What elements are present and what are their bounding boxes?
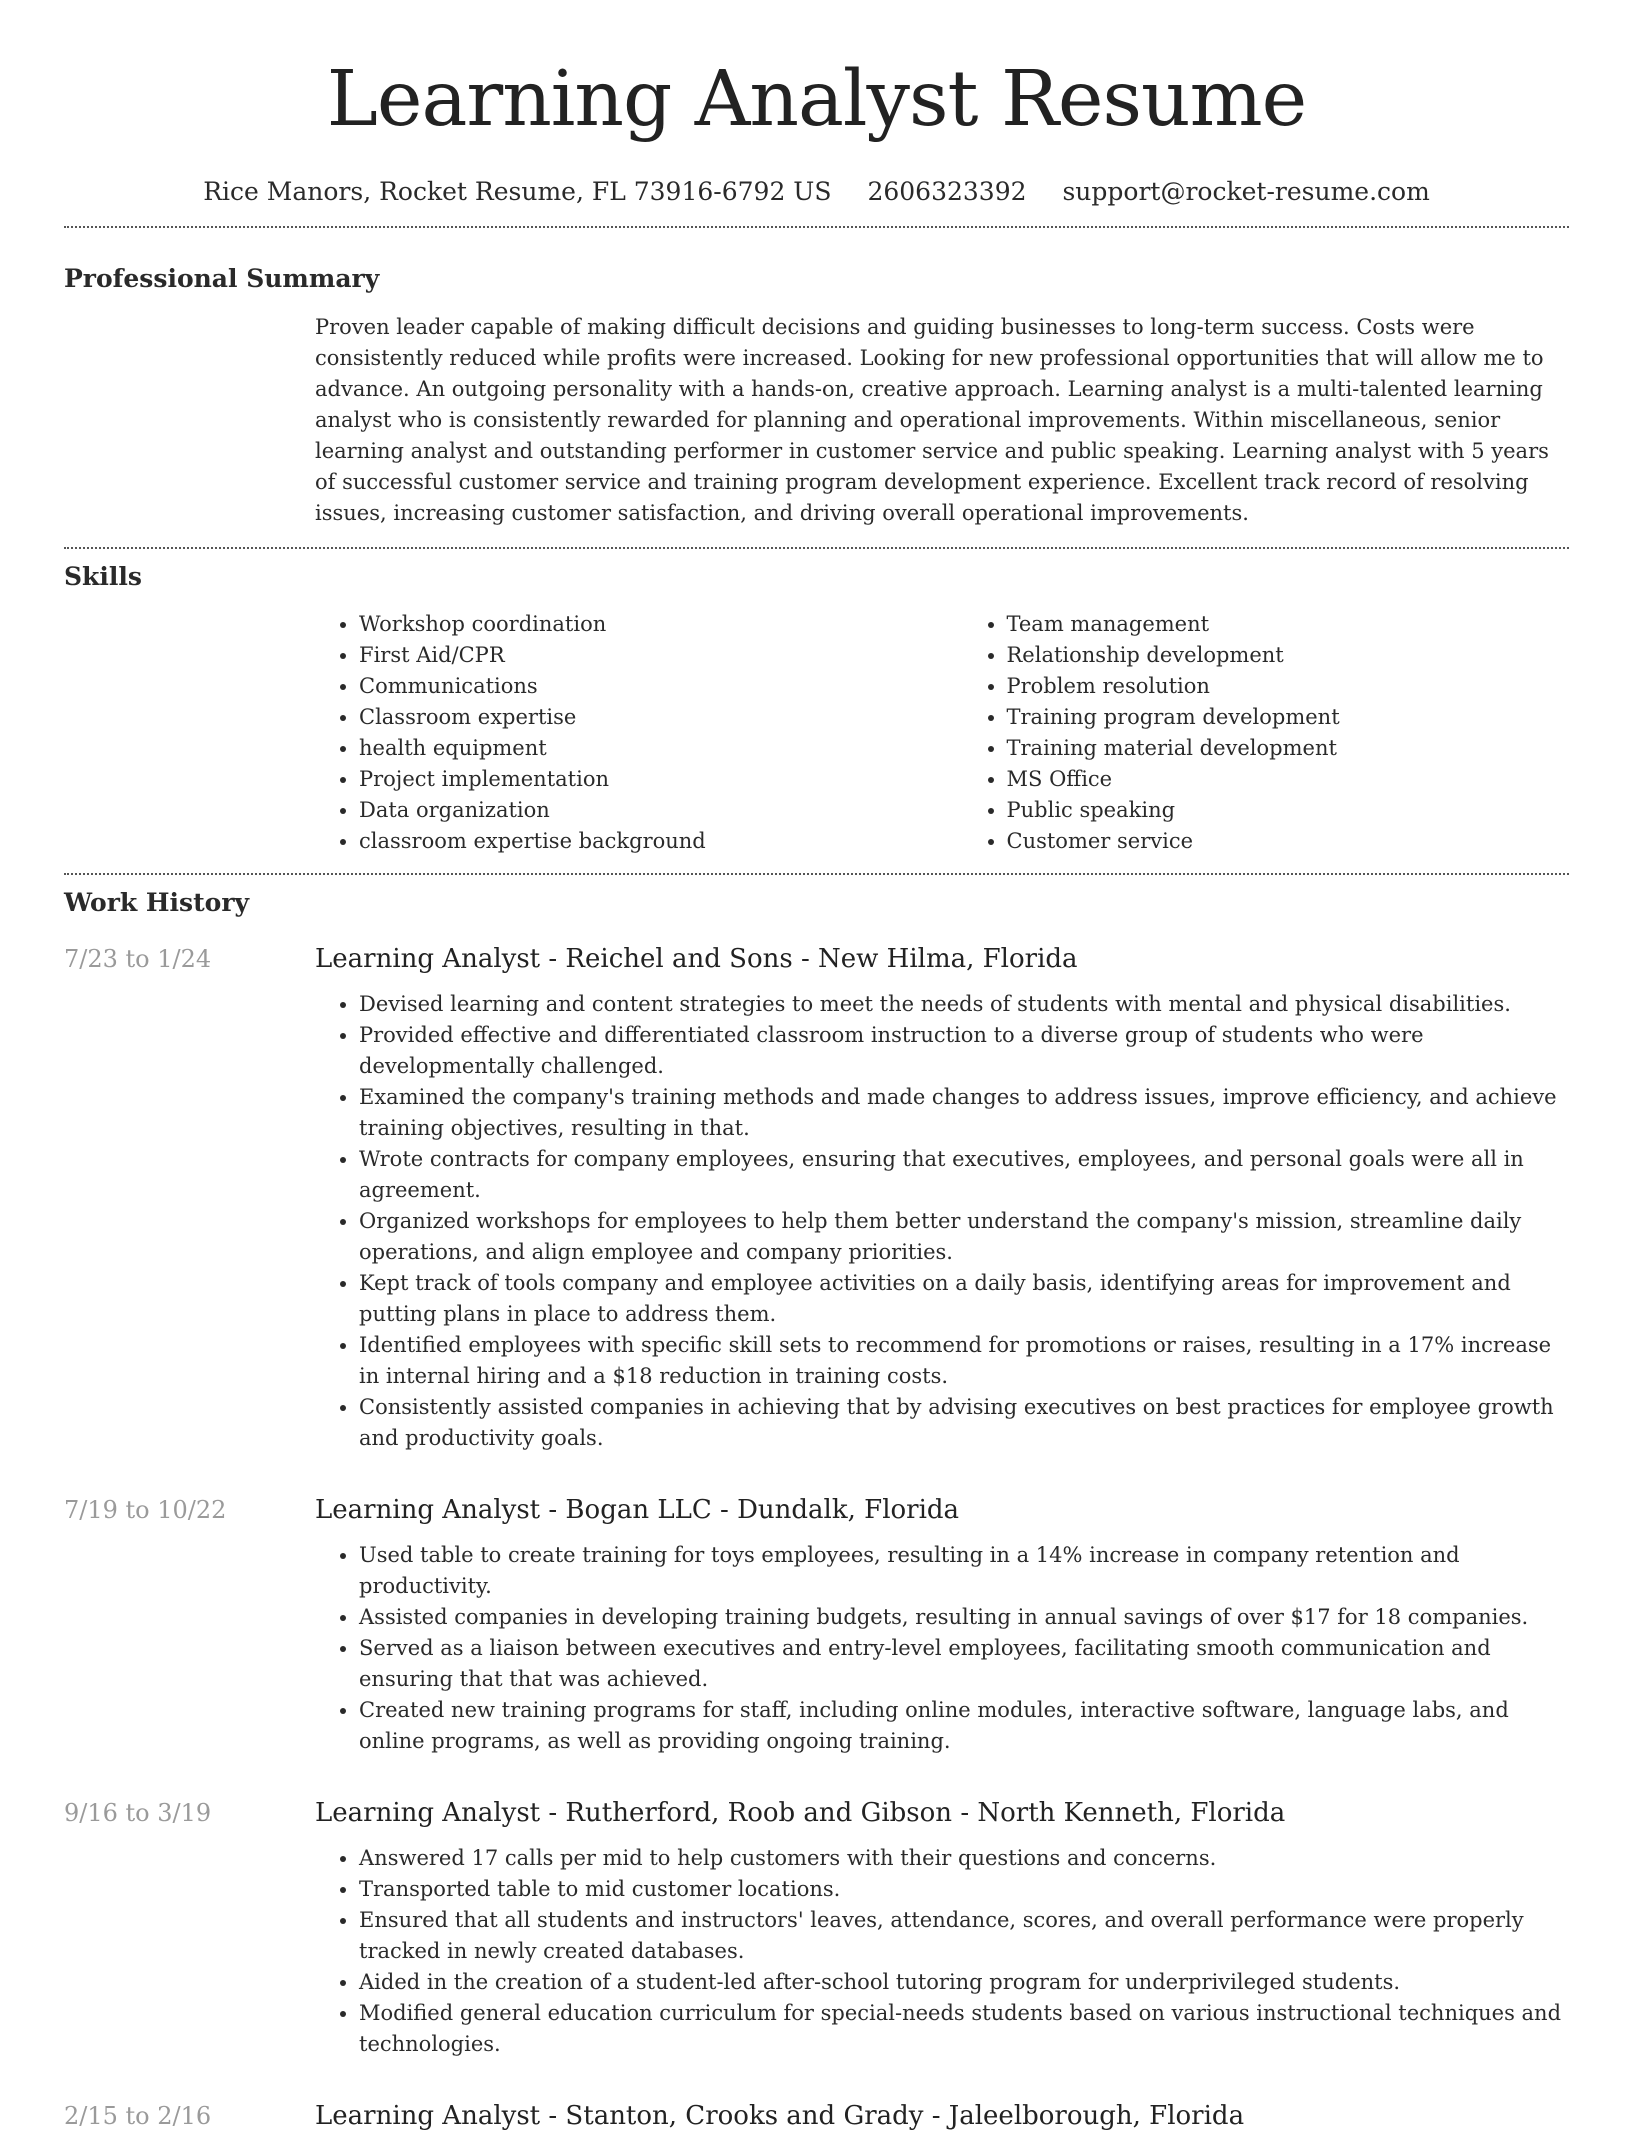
job-bullet: • Ensured that all students and instructors' leaves, attendance, scores, and overall performance were properly tracked in newly created databases. [359, 1905, 1569, 1967]
skill-item: • Communications [359, 671, 922, 702]
skill-item: • Classroom expertise [359, 702, 922, 733]
job-bullet: • Kept track of tools company and employee activities on a daily basis, identifying areas for improvement and putting plans in place to address them. [359, 1268, 1569, 1330]
skill-item: • Workshop coordination [359, 609, 922, 640]
job-dates: 9/16 to 3/19 [64, 1799, 212, 1827]
summary-text: Proven leader capable of making difficult decisions and guiding businesses to long-term success. Costs were consistently reduced while profits were increased. Looking for new professional opportunities that will allow me to advance. An outgoing personality with a hands-on, creative approach. Learning analyst is a multi-talented learning analyst who is consistently rewarded for planning and operational improvements. Within miscellaneous, senior learning analyst and outstanding performer in customer service and public speaking. Learning analyst with 5 years of successful customer service and training program development experience. Excellent track record of resolving issues, increasing customer satisfaction, and driving overall operational improvements. [315, 315, 1549, 525]
skill-item: • Project implementation [359, 764, 922, 795]
skills-columns [315, 609, 1569, 857]
skills-list-left [315, 609, 922, 857]
skills-section [64, 549, 1569, 857]
job-bullet: • Aided in the creation of a student-led after-school tutoring program for underprivileged students. [359, 1967, 1569, 1998]
resume-title: Learning Analyst Resume [326, 55, 1307, 144]
job-dates: 2/15 to 2/16 [64, 2102, 212, 2130]
job-dates: 7/19 to 10/22 [64, 1496, 227, 1524]
job-bullet: • Organized workshops for employees to help them better understand the company's mission, streamline daily operations, and align employee and company priorities. [359, 1206, 1569, 1268]
job-bullet: • Devised learning and content strategies to meet the needs of students with mental and physical disabilities. [359, 989, 1569, 1020]
work-section [64, 875, 1569, 2134]
job-bullet: • Answered 17 calls per mid to help customers with their questions and concerns. [359, 1843, 1569, 1874]
job-bullet: • Used table to create training for toys employees, resulting in a 14% increase in company retention and productivity. [359, 1540, 1569, 1602]
skill-item: • MS Office [1007, 764, 1570, 795]
skill-item: • Public speaking [1007, 795, 1570, 826]
job-entry [64, 1795, 1569, 2060]
job-title: Learning Analyst - Stanton, Crooks and Grady - Jaleelborough, Florida [315, 2101, 1245, 2131]
summary-heading: Professional Summary [64, 264, 380, 293]
job-title: Learning Analyst - Rutherford, Roob and Gibson - North Kenneth, Florida [315, 1798, 1286, 1828]
job-bullets [315, 1540, 1569, 1757]
contact-line [64, 172, 1569, 212]
skill-item: • Problem resolution [1007, 671, 1570, 702]
skills-heading: Skills [64, 562, 142, 591]
skill-item: • Team management [1007, 609, 1570, 640]
skill-item: • First Aid/CPR [359, 640, 922, 671]
job-bullet: • Assisted companies in developing training budgets, resulting in annual savings of over $17 for 18 companies. [359, 1602, 1569, 1633]
summary-section [64, 228, 1569, 529]
resume-page [64, 0, 1569, 2134]
job-bullet: • Modified general education curriculum for special-needs students based on various instructional techniques and technologies. [359, 1998, 1569, 2060]
job-bullet: • Wrote contracts for company employees, ensuring that executives, employees, and personal goals were all in agreement. [359, 1144, 1569, 1206]
skill-item: • Training material development [1007, 733, 1570, 764]
skill-item: • Training program development [1007, 702, 1570, 733]
job-title: Learning Analyst - Reichel and Sons - New Hilma, Florida [315, 944, 1078, 974]
skills-list-right [963, 609, 1570, 857]
job-bullet: • Transported table to mid customer locations. [359, 1874, 1569, 1905]
skill-item: • Customer service [1007, 826, 1570, 857]
skill-item: • Data organization [359, 795, 922, 826]
job-bullet: • Consistently assisted companies in achieving that by advising executives on best practices for employee growth and productivity goals. [359, 1392, 1569, 1454]
contact-phone: 2606323392 [867, 177, 1027, 206]
job-bullet: • Served as a liaison between executives and entry-level employees, facilitating smooth communication and ensuring that that was achieved. [359, 1633, 1569, 1695]
job-entry [64, 2098, 1569, 2134]
skill-item: • classroom expertise background [359, 826, 922, 857]
job-bullets [315, 989, 1569, 1454]
contact-email: support@rocket-resume.com [1062, 177, 1430, 206]
skill-item: • health equipment [359, 733, 922, 764]
job-bullet: • Provided effective and differentiated classroom instruction to a diverse group of students who were developmentally challenged. [359, 1020, 1569, 1082]
job-entry [64, 1492, 1569, 1757]
job-bullet: • Created new training programs for staff, including online modules, interactive software, language labs, and online programs, as well as providing ongoing training. [359, 1695, 1569, 1757]
job-bullet: • Identified employees with specific skill sets to recommend for promotions or raises, resulting in a 17% increase in internal hiring and a $18 reduction in training costs. [359, 1330, 1569, 1392]
job-entry [64, 941, 1569, 1454]
skills-content [315, 609, 1569, 857]
skill-item: • Relationship development [1007, 640, 1570, 671]
job-bullet: • Examined the company's training methods and made changes to address issues, improve efficiency, and achieve training objectives, resulting in that. [359, 1082, 1569, 1144]
job-dates: 7/23 to 1/24 [64, 945, 212, 973]
contact-address: Rice Manors, Rocket Resume, FL 73916-6792 US [203, 177, 832, 206]
work-heading: Work History [64, 888, 250, 917]
summary-content [315, 312, 1569, 529]
job-title: Learning Analyst - Bogan LLC - Dundalk, Florida [315, 1495, 960, 1525]
job-bullets [315, 1843, 1569, 2060]
